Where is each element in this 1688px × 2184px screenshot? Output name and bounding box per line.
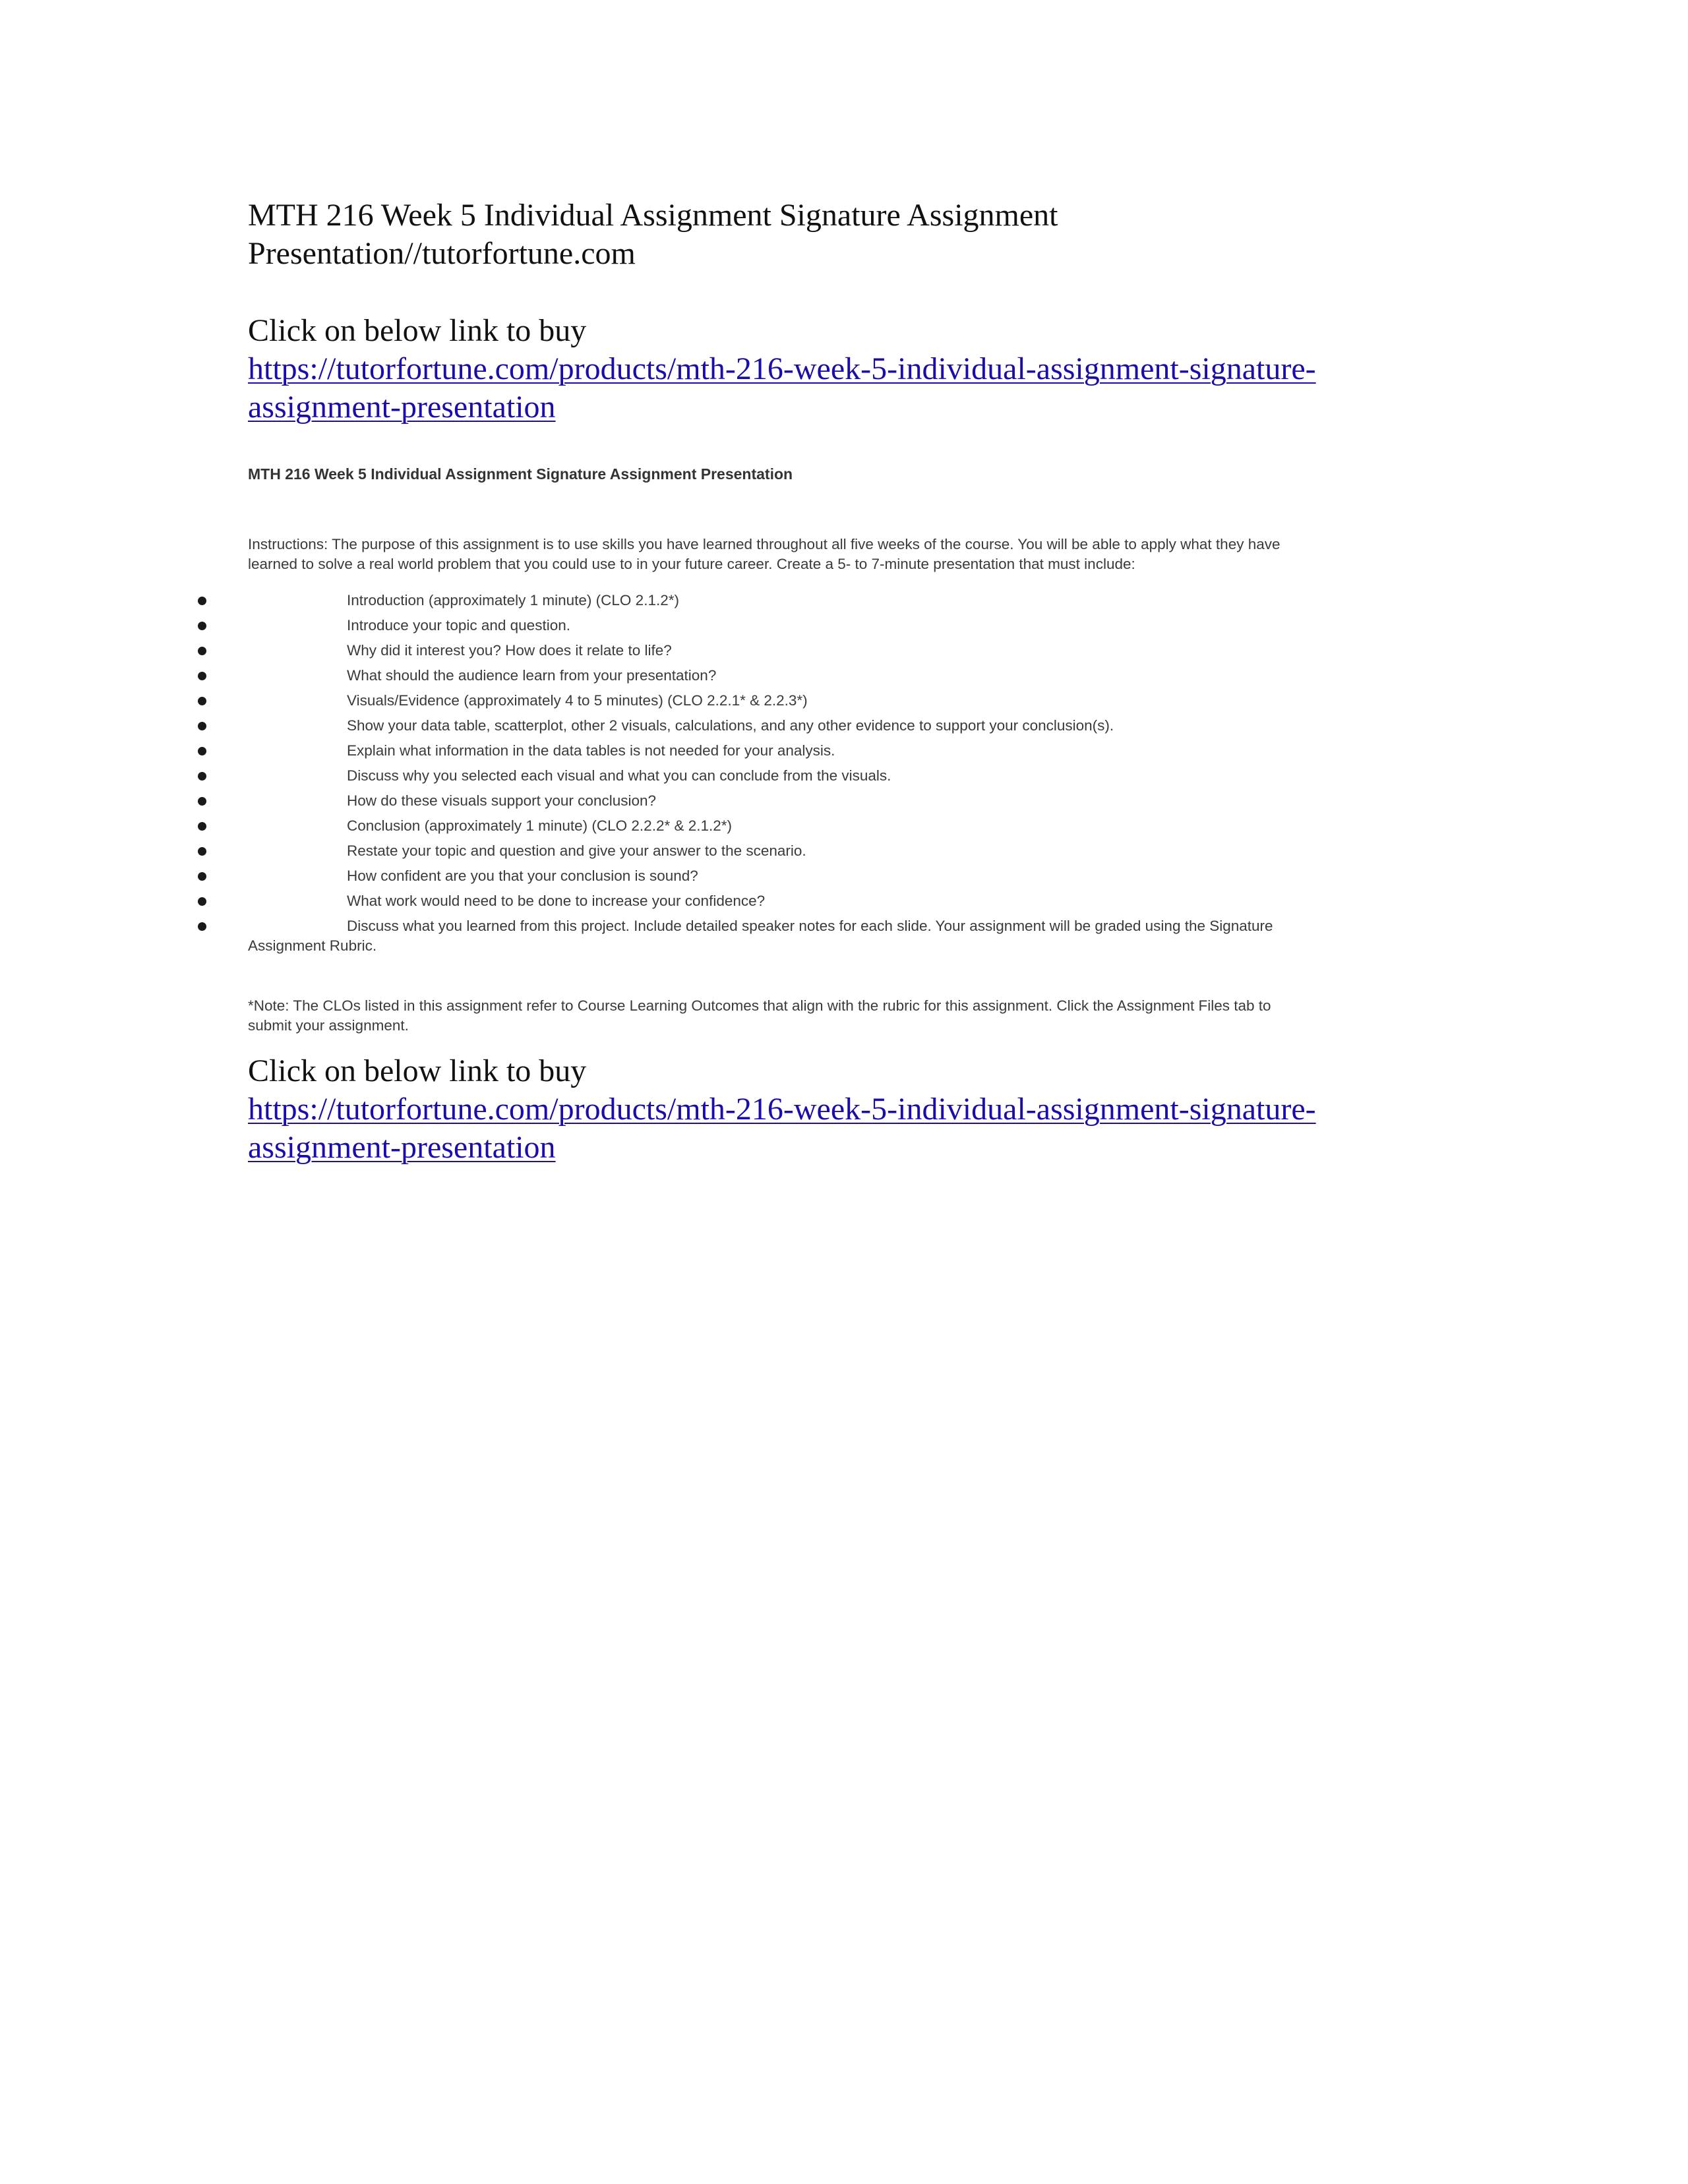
bullet-icon: [198, 597, 206, 605]
product-link-top-line-1[interactable]: https://tutorfortune.com/products/mth-216-week-5-individual-assignment-signature-: [248, 351, 1316, 386]
bullet-icon: [198, 697, 206, 705]
product-link-top[interactable]: [248, 351, 1316, 425]
list-item-text: Restate your topic and question and give your answer to the scenario.: [347, 842, 806, 859]
list-item-text: Explain what information in the data tables is not needed for your analysis.: [347, 742, 835, 759]
list-item-text: How do these visuals support your conclusion?: [347, 792, 657, 809]
assignment-heading: MTH 216 Week 5 Individual Assignment Signature Assignment Presentation: [248, 465, 793, 483]
list-item: [0, 591, 1451, 616]
bullet-icon: [198, 672, 206, 680]
list-item-text: Visuals/Evidence (approximately 4 to 5 minutes) (CLO 2.2.1* & 2.2.3*): [347, 692, 808, 709]
instructions-line-1: Instructions: The purpose of this assignment is to use skills you have learned throughout all five weeks of the course. You will be able to apply what they have: [248, 536, 1281, 552]
list-item: [0, 791, 1451, 816]
clo-note: [248, 996, 1408, 1036]
list-item-text: Introduction (approximately 1 minute) (CLO 2.1.2*): [347, 592, 679, 608]
buy-label-bottom: Click on below link to buy: [248, 1053, 587, 1088]
bullet-icon: [198, 647, 206, 655]
list-item-text: Why did it interest you? How does it relate to life?: [347, 642, 672, 659]
bullet-icon: [198, 722, 206, 730]
instructions-line-2: learned to solve a real world problem that you could use to in your future career. Create a 5- to 7-minute presentation that must include:: [248, 556, 1135, 572]
list-item-text: What work would need to be done to increase your confidence?: [347, 893, 766, 909]
list-item-text: Conclusion (approximately 1 minute) (CLO 2.2.2* & 2.1.2*): [347, 817, 733, 834]
bullet-icon: [198, 922, 206, 931]
document-title: [248, 196, 1501, 273]
list-item-text: Introduce your topic and question.: [347, 617, 570, 634]
product-link-top-line-2[interactable]: assignment-presentation: [248, 390, 556, 425]
clo-note-line-2: submit your assignment.: [248, 1017, 409, 1034]
bullet-icon: [198, 797, 206, 806]
list-item: [0, 741, 1451, 766]
list-item-continuation: Assignment Rubric.: [248, 937, 377, 954]
list-item: [0, 716, 1451, 741]
buy-label-top: Click on below link to buy: [248, 313, 587, 348]
document-title-line-2: Presentation//tutorfortune.com: [248, 236, 636, 271]
list-item: [0, 641, 1451, 666]
list-item-text: Show your data table, scatterplot, other 2 visuals, calculations, and any other evidence to support your conclusion(s).: [347, 717, 1114, 734]
bullet-icon: [198, 622, 206, 630]
list-item: [0, 816, 1451, 841]
bullet-icon: [198, 747, 206, 755]
bullet-icon: [198, 772, 206, 781]
list-item: [0, 841, 1451, 866]
bullet-icon: [198, 872, 206, 881]
list-item: [0, 866, 1451, 891]
document-title-line-1: MTH 216 Week 5 Individual Assignment Signature Assignment: [248, 198, 1058, 233]
list-item-text: What should the audience learn from your presentation?: [347, 667, 717, 684]
clo-note-line-1: *Note: The CLOs listed in this assignment refer to Course Learning Outcomes that align with the rubric for this assignment. Click the Assignment Files tab to: [248, 997, 1271, 1014]
list-item: [0, 916, 1451, 954]
list-item: [0, 691, 1451, 716]
bullet-icon: [198, 847, 206, 856]
product-link-bottom-line-1[interactable]: https://tutorfortune.com/products/mth-216-week-5-individual-assignment-signature-: [248, 1092, 1316, 1127]
list-item-text: Discuss what you learned from this project. Include detailed speaker notes for each slide. Your assignment will be graded using the Signature: [347, 918, 1273, 934]
list-item-text: How confident are you that your conclusion is sound?: [347, 868, 698, 884]
list-item: [0, 766, 1451, 791]
list-item: [0, 666, 1451, 691]
product-link-bottom[interactable]: [248, 1092, 1316, 1165]
bullet-icon: [198, 897, 206, 906]
bullet-icon: [198, 822, 206, 831]
list-item-text: Discuss why you selected each visual and what you can conclude from the visuals.: [347, 767, 891, 784]
requirements-list: [0, 591, 1451, 954]
buy-section-bottom: [248, 1052, 1501, 1167]
buy-section-top: [248, 312, 1501, 427]
product-link-bottom-line-2[interactable]: assignment-presentation: [248, 1130, 556, 1165]
instructions-paragraph: [248, 535, 1408, 574]
list-item: [0, 891, 1451, 916]
list-item: [0, 616, 1451, 641]
